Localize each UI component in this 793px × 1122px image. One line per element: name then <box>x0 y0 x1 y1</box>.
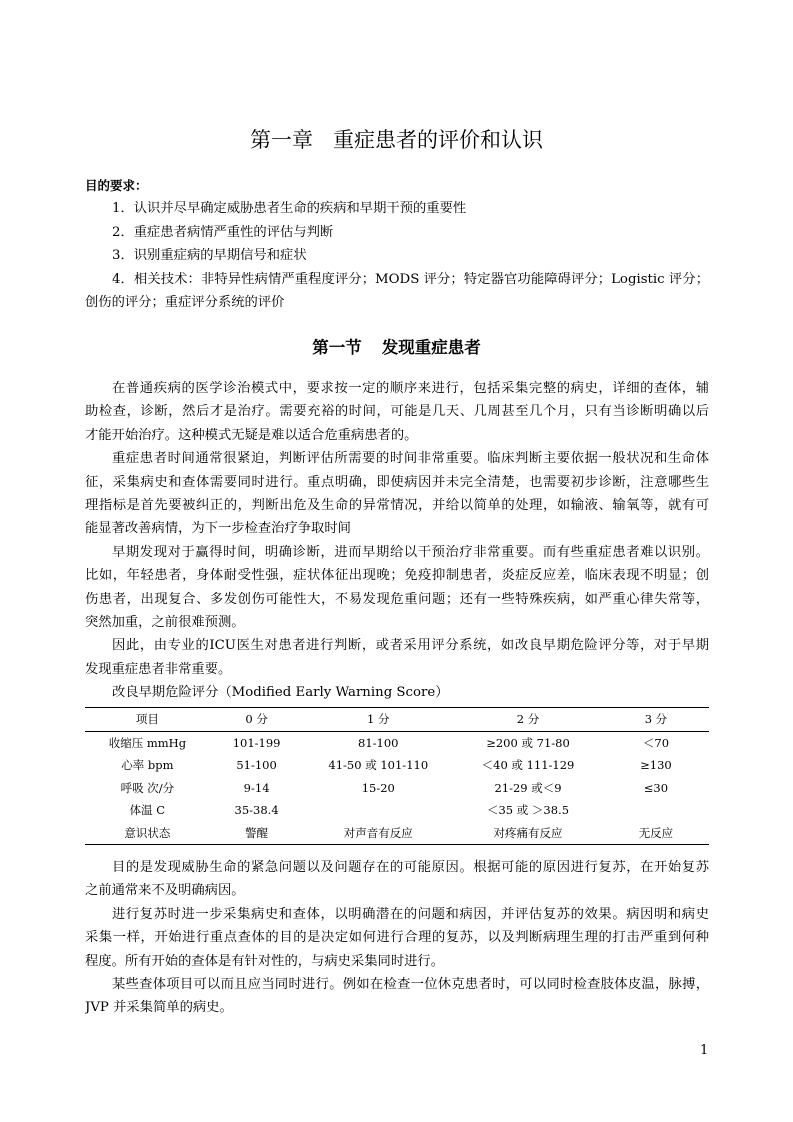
table-cell <box>303 799 453 822</box>
objectives <box>85 174 709 314</box>
table-cell: 心率 bpm <box>121 758 174 773</box>
text-line: 进行复苏时进一步采集病史和查体，以明确潜在的问题和病因，并评估复苏的效果。病因明和病史 <box>112 906 709 922</box>
section-title <box>0 334 793 358</box>
table-cell: 警醒 <box>245 825 269 840</box>
text-line: 重症患者时间通常很紧迫，判断评估所需要的时间非常重要。临床判断主要依据一般状况和生命体 <box>112 451 709 467</box>
table-header-row <box>85 708 709 732</box>
table-cell: 体温 C <box>129 803 166 818</box>
table-cell <box>603 799 709 822</box>
text-line: 能显著改善病情，为下一步检查治疗争取时间 <box>85 521 351 537</box>
table-cell: 101-199 <box>232 735 281 750</box>
text-line: 2．重症患者病情严重性的评估与判断 <box>112 224 334 240</box>
table-row <box>85 754 709 777</box>
column-header: 3 分 <box>644 712 668 727</box>
text-line: 采集一样，开始进行重点查体的目的是决定如何进行合理的复苏，以及判断病理生理的打击严重到何种 <box>85 930 709 946</box>
table-row <box>85 731 709 754</box>
table-cell: ≥200 或 71-80 <box>486 735 570 750</box>
table-cell: 35-38.4 <box>234 803 279 818</box>
table-cell: ＜40 或 111-129 <box>481 758 575 773</box>
text-line: 4．相关技术：非特异性病情严重程度评分；MODS 评分；特定器官功能障碍评分；Logistic 评分； <box>112 271 709 287</box>
table-cell: 意识状态 <box>124 825 171 840</box>
text-line: 才能开始治疗。这种模式无疑是难以适合危重病患者的。 <box>85 427 418 443</box>
text-line: 征，采集病史和查体需要同时进行。重点明确，即使病因并未完全清楚，也需要初步诊断，注意哪些生 <box>85 474 709 490</box>
table-cell: 对疼痛有反应 <box>493 825 563 840</box>
text-line: 3．识别重症病的早期信号和症状 <box>112 248 307 264</box>
table-cell: 对声音有反应 <box>343 825 413 840</box>
text-line: 改良早期危险评分（Modified Early Warning Score） <box>112 685 449 701</box>
text-line: 程度。所有开始的查体是有针对性的，与病史采集同时进行。 <box>85 953 445 969</box>
table-cell: 51-100 <box>236 758 277 773</box>
text-line: 早期发现对于赢得时间，明确诊断，进而早期给以干预治疗非常重要。而有些重症患者难以识别。 <box>112 544 709 560</box>
text-line: 某些查体项目可以而且应当同时进行。例如在检查一位休克患者时，可以同时检查肢体皮温，脉搏， <box>112 976 709 992</box>
body-text-2 <box>85 856 709 1020</box>
text-line: 目的是发现威胁生命的紧急问题以及问题存在的可能原因。根据可能的原因进行复苏，在开始复苏 <box>112 860 709 875</box>
section-name: 发现重症患者 <box>381 338 481 357</box>
table-cell: ≥130 <box>640 758 672 773</box>
chapter-title <box>0 124 793 154</box>
table-cell: 呼吸 次/分 <box>120 780 175 795</box>
text-line: 伤患者，出现复合、多发创伤可能性大，不易发现危重问题；还有一些特殊疾病，如严重心律失常等， <box>85 591 709 607</box>
table-cell: ＜35 或 ＞38.5 <box>486 803 570 818</box>
text-line: 创伤的评分；重症评分系统的评价 <box>85 294 285 310</box>
text-line: 因此，由专业的ICU医生对患者进行判断，或者采用评分系统，如改良早期危险评分等，对于早期 <box>112 638 709 654</box>
mews-table <box>85 707 709 845</box>
text-line: 理指标是首先要被纠正的，判断出危及生命的异常情况，并给以简单的处理，如输液、输氧等，就有可 <box>85 497 709 513</box>
table-cell: 9-14 <box>243 780 270 795</box>
column-header: 2 分 <box>516 712 540 727</box>
column-header: 1 分 <box>367 712 390 727</box>
text-line: 比如，年轻患者，身体耐受性强，症状体征出现晚；免疫抑制患者，炎症反应差，临床表现不明显；创 <box>85 568 709 584</box>
text-line: 突然加重，之前很难预测。 <box>85 614 245 630</box>
text-line: 1．认识并尽早确定威胁患者生命的疾病和早期干预的重要性 <box>112 201 467 217</box>
body-text-1 <box>85 377 709 704</box>
mews-table-wrap <box>85 707 709 845</box>
table-row <box>85 799 709 822</box>
section-number: 第一节 <box>312 338 362 357</box>
text-line: 助检查，诊断，然后才是治疗。需要充裕的时间，可能是几天、几周甚至几个月，只有当诊断明确以后 <box>85 404 709 420</box>
column-header: 项目 <box>135 712 159 727</box>
objectives-heading: 目的要求： <box>85 178 148 193</box>
table-row <box>85 777 709 800</box>
chapter-name: 重症患者的评价和认识 <box>333 128 543 152</box>
text-line: 在普通疾病的医学诊治模式中，要求按一定的顺序来进行，包括采集完整的病史，详细的查体，辅 <box>112 381 709 396</box>
table-cell: ＜70 <box>642 735 670 750</box>
text-line: 之前通常来不及明确病因。 <box>85 883 245 899</box>
text-line: 发现重症患者非常重要。 <box>85 661 232 677</box>
table-cell: 15-20 <box>361 780 395 795</box>
table-cell: 81-100 <box>358 735 399 750</box>
table-row <box>85 822 709 845</box>
table-cell: 收缩压 mmHg <box>108 735 187 750</box>
column-header: 0 分 <box>245 712 268 727</box>
table-cell: 无反应 <box>638 825 674 840</box>
text-line: JVP 并采集简单的病史。 <box>85 1000 233 1016</box>
page-number: 1 <box>700 1043 709 1058</box>
table-cell: 21-29 或＜9 <box>494 780 562 795</box>
table-cell: ≤30 <box>643 780 669 795</box>
table-cell: 41-50 或 101-110 <box>328 758 429 773</box>
objectives-list <box>85 197 709 314</box>
chapter-number: 第一章 <box>250 128 313 152</box>
